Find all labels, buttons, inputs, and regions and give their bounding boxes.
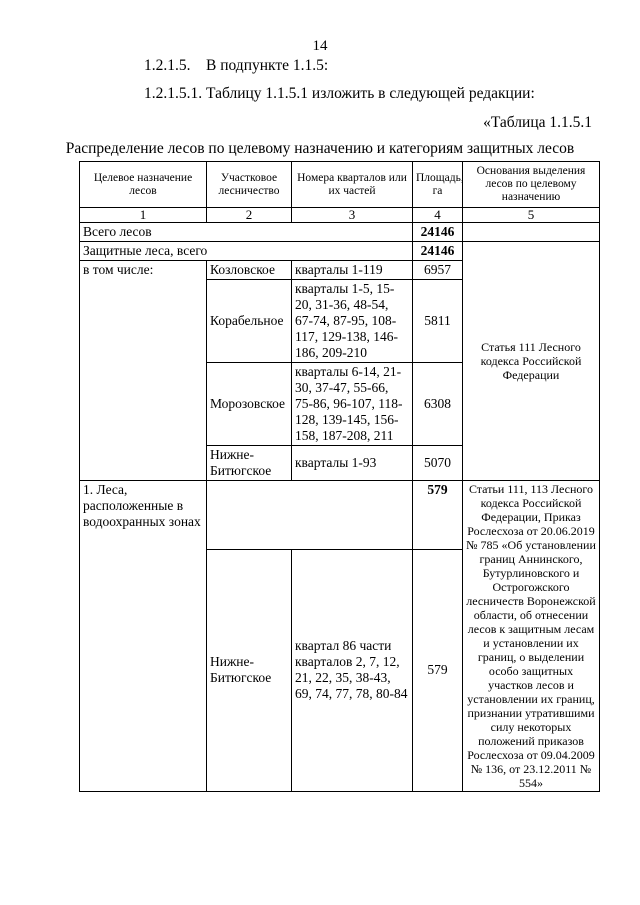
col-number: 1 bbox=[80, 208, 207, 223]
district-area: 6957 bbox=[413, 261, 463, 280]
amendment-line-1: 1.2.1.5. В подпункте 1.1.5: bbox=[144, 57, 329, 74]
protective-area: 24146 bbox=[413, 242, 463, 261]
header-quarters: Номера кварталов или их частей bbox=[292, 162, 413, 208]
district-area: 5070 bbox=[413, 446, 463, 481]
table-caption: Распределение лесов по целевому назначению и категориям защитных лесов bbox=[65, 140, 575, 157]
water-zone-area: 579 bbox=[413, 481, 463, 550]
district-name: Нижне-Битюгское bbox=[207, 446, 292, 481]
forest-distribution-table bbox=[79, 161, 600, 792]
district-name: Морозовское bbox=[207, 363, 292, 446]
district-area: 6308 bbox=[413, 363, 463, 446]
col-number: 2 bbox=[207, 208, 292, 223]
table-reference: «Таблица 1.1.5.1 bbox=[483, 114, 592, 131]
including-label: в том числе: bbox=[80, 261, 207, 481]
total-label: Всего лесов bbox=[80, 223, 413, 242]
header-district: Участковое лесничество bbox=[207, 162, 292, 208]
header-basis: Основания выделения лесов по целевому назначению bbox=[463, 162, 600, 208]
total-area: 24146 bbox=[413, 223, 463, 242]
column-number-row bbox=[80, 208, 600, 223]
col-number: 5 bbox=[463, 208, 600, 223]
table-row bbox=[80, 481, 600, 550]
amendment-line-2: 1.2.1.5.1. Таблицу 1.1.5.1 изложить в следующей редакции: bbox=[144, 85, 535, 102]
page-number: 14 bbox=[312, 38, 328, 54]
water-zone-district-area: 579 bbox=[413, 549, 463, 791]
table-row bbox=[80, 242, 600, 261]
district-quarters: кварталы 6-14, 21-30, 37-47, 55-66, 75-86, 96-107, 118-128, 139-145, 156-158, 187-208, 211 bbox=[292, 363, 413, 446]
district-name: Корабельное bbox=[207, 280, 292, 363]
col-number: 3 bbox=[292, 208, 413, 223]
col-number: 4 bbox=[413, 208, 463, 223]
header-area: Площадь, га bbox=[413, 162, 463, 208]
protective-label: Защитные леса, всего bbox=[80, 242, 413, 261]
district-quarters: кварталы 1-93 bbox=[292, 446, 413, 481]
header-row bbox=[80, 162, 600, 208]
water-zone-district: Нижне-Битюгское bbox=[207, 549, 292, 791]
basis-order-785: Статьи 111, 113 Лесного кодекса Российской Федерации, Приказ Рослесхоза от 20.06.2019 № 785 «Об установлении границ Аннинского, Бутурлиновского и Острогожского лесничеств Воронежской области, об отнесении лесов к защитным лесам и установлении их границ, о выделении особо защитных участков лесов и установлении их границ, признании утратившими силу некоторых положений приказов Рослесхоза от 09.04.2009 № 136, от 23.12.2011 № 554» bbox=[463, 481, 600, 792]
district-area: 5811 bbox=[413, 280, 463, 363]
district-name: Козловское bbox=[207, 261, 292, 280]
district-quarters: кварталы 1-5, 15-20, 31-36, 48-54, 67-74, 87-95, 108-117, 129-138, 146-186, 209-210 bbox=[292, 280, 413, 363]
basis-article-111: Статья 111 Лесного кодекса Российской Федерации bbox=[463, 242, 600, 481]
water-zone-quarters: квартал 86 части кварталов 2, 7, 12, 21, 22, 35, 38-43, 69, 74, 77, 78, 80-84 bbox=[292, 549, 413, 791]
district-quarters: кварталы 1-119 bbox=[292, 261, 413, 280]
water-zone-label: 1. Леса, расположенные в водоохранных зонах bbox=[80, 481, 207, 792]
table-row bbox=[80, 223, 600, 242]
header-purpose: Целевое назначение лесов bbox=[80, 162, 207, 208]
